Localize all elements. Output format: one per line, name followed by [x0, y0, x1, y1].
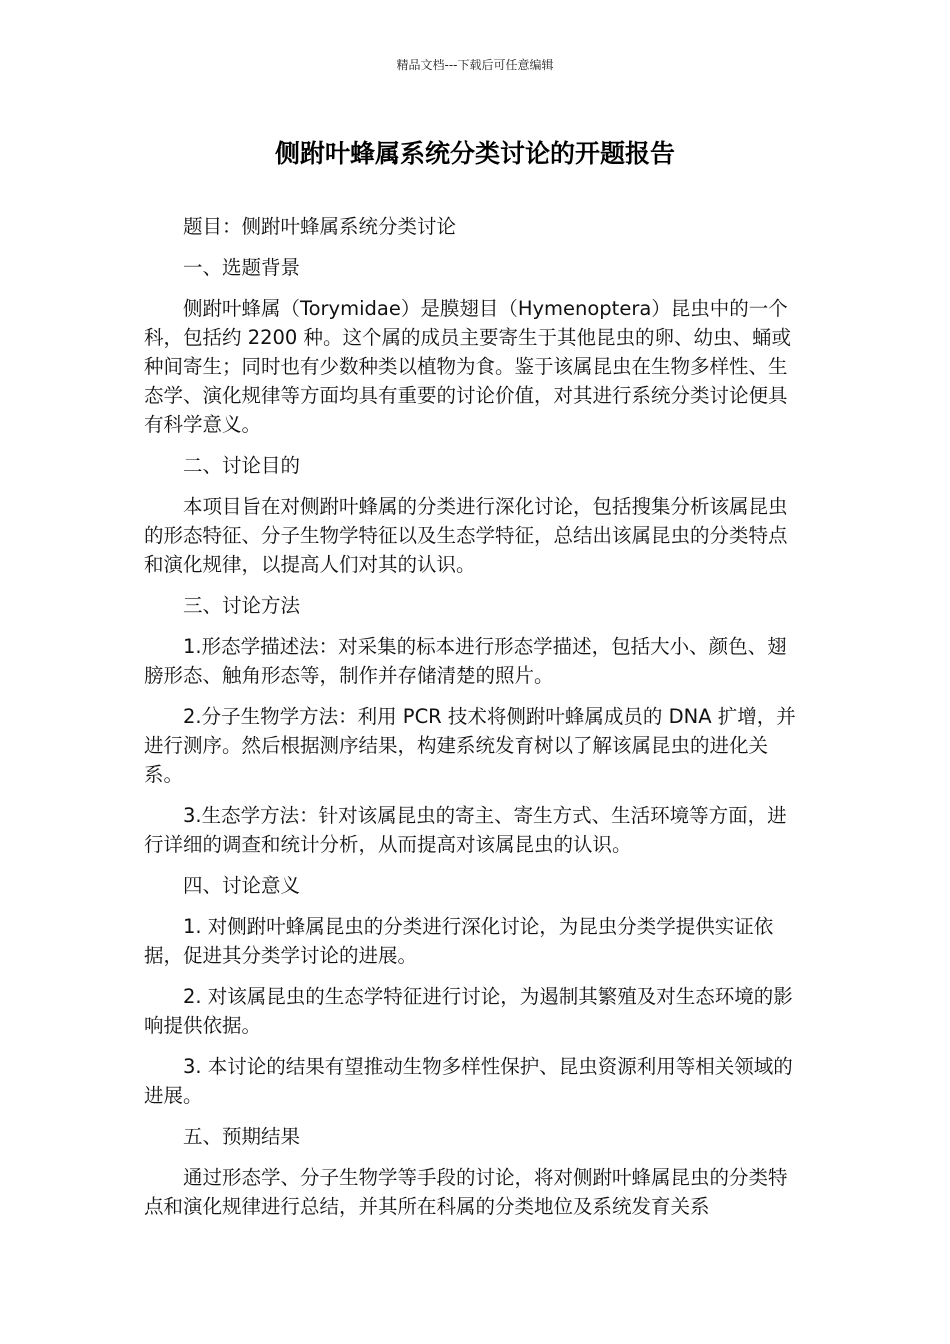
document-title: 侧跗叶蜂属系统分类讨论的开题报告	[274, 139, 675, 168]
page-header: 精品文档---下载后可任意编辑	[396, 58, 554, 72]
method-item-2: 2.分子生物学方法：利用 PCR 技术将侧跗叶蜂属成员的 DNA 扩增，并进行测序。然后根据测序结果，构建系统发育树以了解该属昆虫的进化关系。	[144, 705, 796, 786]
section-heading-background: 一、选题背景	[183, 256, 301, 279]
section-heading-methods: 三、讨论方法	[183, 594, 301, 617]
significance-item-1: 1. 对侧跗叶蜂属昆虫的分类进行深化讨论，为昆虫分类学提供实证依据，促进其分类学讨论的进展。	[144, 915, 774, 967]
method-item-1: 1.形态学描述法：对采集的标本进行形态学描述，包括大小、颜色、翅膀形态、触角形态等，制作并存储清楚的照片。	[144, 635, 787, 687]
section-heading-expected-results: 五、预期结果	[183, 1125, 301, 1148]
section-heading-significance: 四、讨论意义	[183, 874, 301, 897]
background-paragraph: 侧跗叶蜂属（Torymidae）是膜翅目（Hymenoptera）昆虫中的一个科，包括约 2200 种。这个属的成员主要寄生于其他昆虫的卵、幼虫、蛹或种间寄生；同时也有少数种类以植物为食。鉴于该属昆虫在生物多样性、生态学、演化规律等方面均具有重要的讨论价值，对其进行系统分类讨论便具有科学意义。	[144, 297, 792, 436]
section-heading-purpose: 二、讨论目的	[183, 454, 301, 477]
topic-line: 题目：侧跗叶蜂属系统分类讨论	[183, 215, 457, 238]
purpose-paragraph: 本项目旨在对侧跗叶蜂属的分类进行深化讨论，包括搜集分析该属昆虫的形态特征、分子生物学特征以及生态学特征，总结出该属昆虫的分类特点和演化规律，以提高人们对其的认识。	[144, 495, 788, 576]
significance-item-3: 3. 本讨论的结果有望推动生物多样性保护、昆虫资源利用等相关领域的进展。	[144, 1055, 793, 1107]
method-item-3: 3.生态学方法：针对该属昆虫的寄主、寄生方式、生活环境等方面，进行详细的调查和统计分析，从而提高对该属昆虫的认识。	[144, 804, 787, 856]
significance-item-2: 2. 对该属昆虫的生态学特征进行讨论，为遏制其繁殖及对生态环境的影响提供依据。	[144, 985, 793, 1037]
expected-results-paragraph: 通过形态学、分子生物学等手段的讨论，将对侧跗叶蜂属昆虫的分类特点和演化规律进行总结，并其所在科属的分类地位及系统发育关系	[144, 1166, 788, 1218]
document-body	[144, 212, 806, 1233]
